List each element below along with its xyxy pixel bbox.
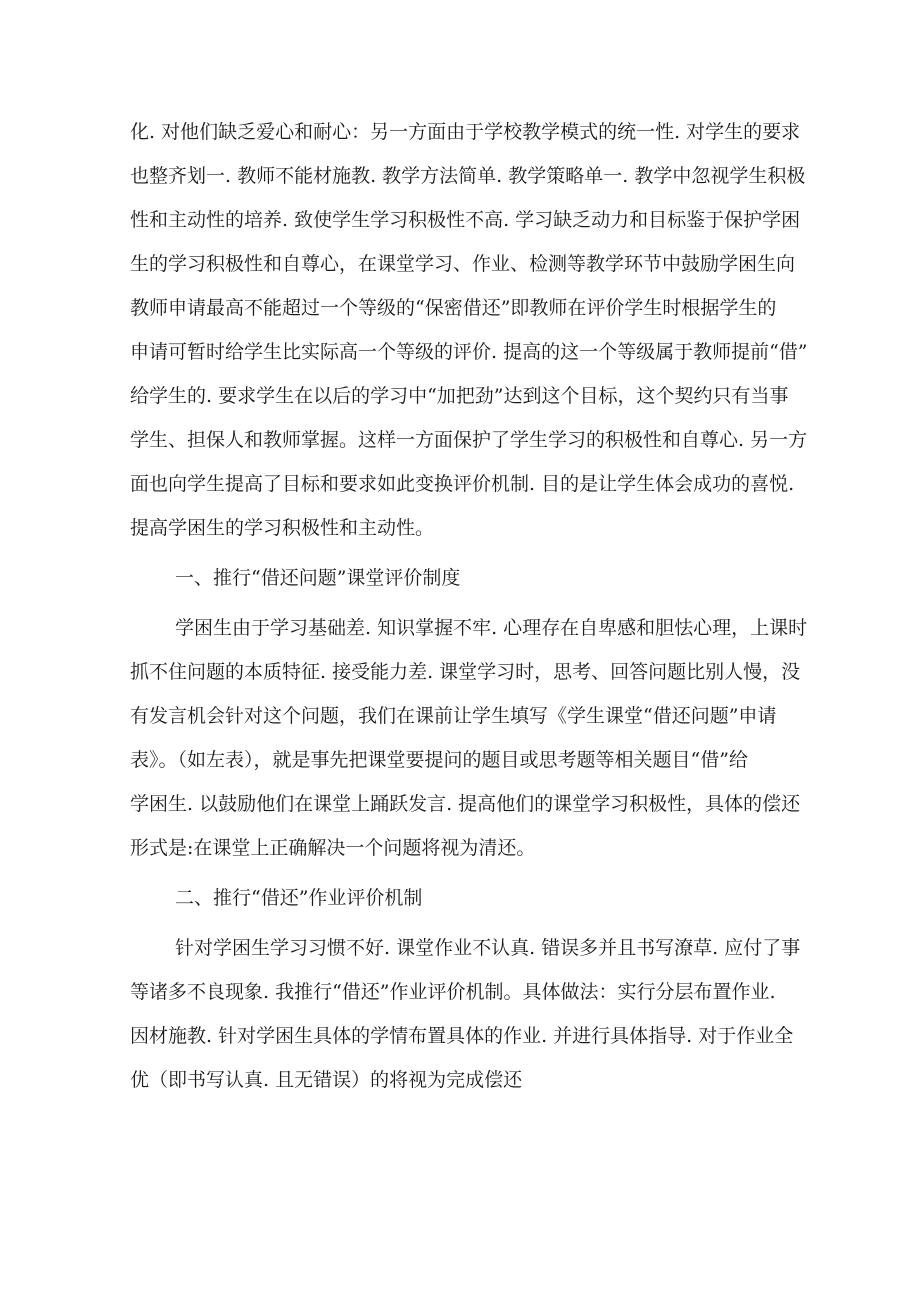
paragraph-2-line-6: 形式是:在课堂上正确解决一个问题将视为清还。 [130, 837, 536, 859]
paragraph-3-line-3: 因材施教. 针对学困生具体的学情布置具体的作业. 并进行具体指导. 对于作业全 [130, 1025, 794, 1047]
paragraph-1-line-10: 提高学困生的学习积极性和主动性。 [130, 517, 435, 539]
paragraph-1-line-8: 学生、担保人和教师掌握。这样一方面保护了学生学习的积极性和自尊心. 另一方 [130, 429, 808, 451]
paragraph-2-line-5: 学困生. 以鼓励他们在课堂上踊跃发言. 提高他们的课堂学习积极性，具体的偿还 [130, 793, 801, 815]
paragraph-3-line-1: 针对学困生学习习惯不好. 课堂作业不认真. 错误多并且书写潦草. 应付了事 [175, 937, 801, 959]
section-heading-2: 二、推行“借还”作业评价机制 [175, 887, 423, 909]
paragraph-2-line-4: 表》。（如左表），就是事先把课堂要提问的题目或思考题等相关题目“借”给 [130, 749, 748, 771]
paragraph-2-line-2: 抓不住问题的本质特征. 接受能力差. 课堂学习时，思考、回答问题比别人慢，没 [130, 661, 801, 683]
paragraph-1-line-2: 也整齐划一. 教师不能材施教. 教学方法简单. 教学策略单一. 教学中忽视学生积极 [130, 165, 806, 187]
paragraph-1-line-9: 面也向学生提高了目标和要求如此变换评价机制. 目的是让学生体会成功的喜悦. [130, 473, 795, 495]
paragraph-2-line-1: 学困生由于学习基础差. 知识掌握不牢. 心理存在自卑感和胆怯心理，上课时 [175, 617, 808, 639]
paragraph-1-line-1: 化. 对他们缺乏爱心和耐心：另一方面由于学校教学模式的统一性. 对学生的要求 [130, 121, 801, 143]
paragraph-1-line-6: 申请可暂时给学生比实际高一个等级的评价. 提高的这一个等级属于教师提前“借” [130, 341, 808, 363]
paragraph-1-line-4: 生的学习积极性和自尊心，在课堂学习、作业、检测等教学环节中鼓励学困生向 [130, 253, 796, 275]
paragraph-3-line-4: 优（即书写认真. 且无错误）的将视为完成偿还 [130, 1069, 523, 1091]
paragraph-1-line-5: 教师申请最高不能超过一个等级的“保密借还”即教师在评价学生时根据学生的 [130, 297, 777, 319]
paragraph-1-line-7: 给学生的. 要求学生在以后的学习中“加把劲”达到这个目标，这个契约只有当事 [130, 385, 789, 407]
paragraph-3-line-2: 等诸多不良现象. 我推行“借还”作业评价机制。具体做法：实行分层布置作业. [130, 981, 776, 1003]
paragraph-2-line-3: 有发言机会针对这个问题，我们在课前让学生填写《学生课堂“借还问题”申请 [130, 705, 777, 727]
section-heading-1: 一、推行“借还问题”课堂评价制度 [175, 567, 461, 589]
paragraph-1-line-3: 性和主动性的培养. 致使学生学习积极性不高. 学习缺乏动力和目标鉴于保护学困 [130, 209, 801, 231]
